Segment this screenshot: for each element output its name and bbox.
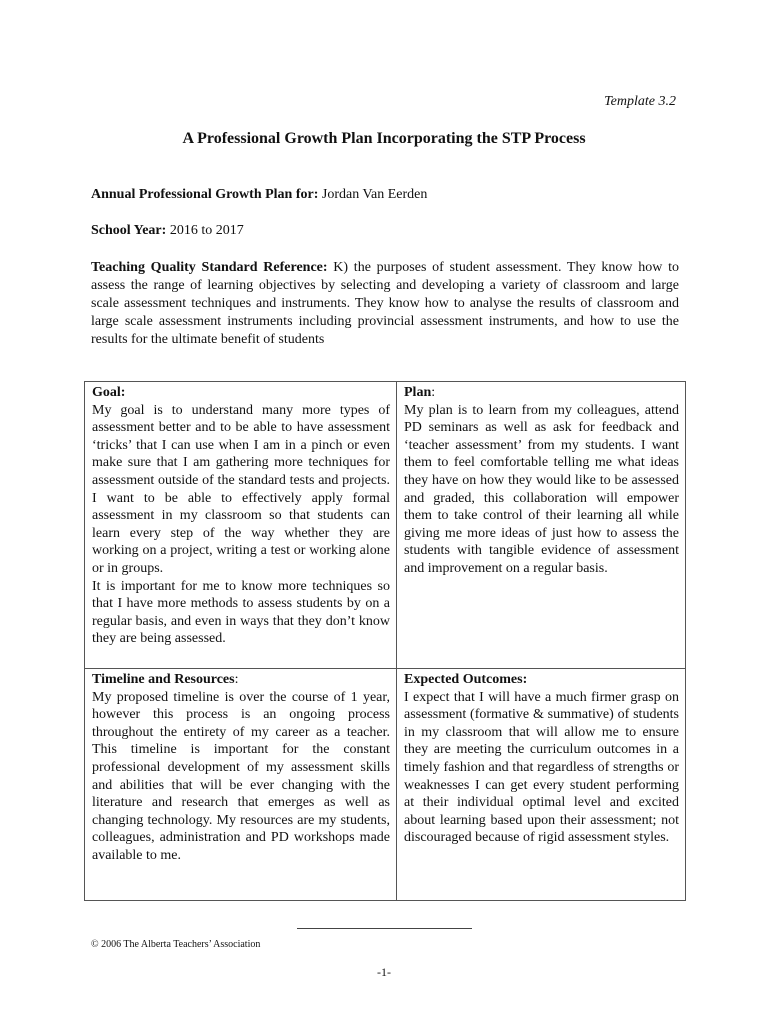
copyright-notice: © 2006 The Alberta Teachers’ Association — [91, 939, 261, 950]
footer-divider — [297, 928, 472, 929]
template-label: Template 3.2 — [604, 94, 676, 109]
goal-cell — [85, 382, 397, 669]
growth-plan-for-value: Jordan Van Eerden — [321, 187, 428, 202]
outcomes-heading: Expected Outcomes: — [404, 672, 528, 687]
school-year-value: 2016 to 2017 — [169, 223, 244, 238]
plan-heading: Plan — [404, 385, 432, 400]
school-year-label: School Year: — [91, 223, 167, 238]
timeline-heading-line — [92, 671, 390, 689]
outcomes-cell — [397, 669, 686, 901]
timeline-cell — [85, 669, 397, 901]
growth-plan-for-label: Annual Professional Growth Plan for: — [91, 187, 319, 202]
table-row — [85, 382, 686, 669]
growth-plan-for-field — [91, 186, 679, 204]
tqs-reference-label: Teaching Quality Standard Reference: — [91, 260, 328, 275]
tqs-reference-value: K) the purposes of student assessment. They know how to assess the range of learning objectives by selecting and developing a variety of classroom and large scale assessment techniques and instruments. They know how to analyse the results of classroom and large scale assessment instruments including provincial assessment instruments, and how to use the results for the ultimate benefit of students — [91, 260, 680, 347]
plan-heading-line — [404, 384, 679, 402]
timeline-heading-colon: : — [234, 672, 239, 687]
plan-cell — [397, 382, 686, 669]
tqs-reference-field — [91, 259, 679, 349]
plan-heading-colon: : — [431, 385, 436, 400]
outcomes-paragraph: I expect that I will have a much firmer grasp on assessment (formative & summative) of students in my classroom that will allow me to ensure they are meeting the curriculum outcomes in a timely fashion and that regardless of strengths or weaknesses I can get every student performing at their individual optimal level and excited about learning based upon their assessment; not discouraged because of rigid assessment styles. — [404, 689, 679, 846]
growth-plan-table — [84, 381, 686, 901]
timeline-paragraph: My proposed timeline is over the course of 1 year, however this process is an ongoing process throughout the entirety of my career as a teacher. This timeline is important for the constant professional development of my assessment skills and abilities that will be ever changing with the literature and research that emerges as well as changing technology. My resources are my students, colleagues, administration and PD workshops made available to me. — [92, 689, 390, 863]
goal-paragraph: It is important for me to know more techniques so that I have more methods to assess students by on a regular basis, and even in ways that they don’t know they are being assessed. — [92, 578, 390, 647]
plan-paragraph: My plan is to learn from my colleagues, attend PD seminars as well as ask for feedback and ‘teacher assessment’ from my students. I want them to feel comfortable telling me what ideas they have on how they would like to be assessed and graded, this collaboration will empower them to take control of their learning all while giving me more ideas of just how to assess the students with tangible evidence of assessment and improvement on a regular basis. — [404, 402, 679, 576]
timeline-heading: Timeline and Resources — [92, 672, 235, 687]
table-row — [85, 669, 686, 901]
goal-paragraph: My goal is to understand many more types of assessment better and to be able to have assessment ‘tricks’ that I can use when I am in a pinch or even make sure that I am gathering more techniques for assessment outside of the standard tests and projects. I want to be able to effectively apply formal assessment in my classroom so that students can learn every step of the way whether they are working on a project, writing a test or working alone or in groups. — [92, 402, 390, 576]
goal-heading: Goal: — [92, 385, 126, 400]
document-title: A Professional Growth Plan Incorporating the STP Process — [182, 130, 586, 147]
page-number: -1- — [377, 965, 391, 979]
school-year-field — [91, 222, 679, 240]
